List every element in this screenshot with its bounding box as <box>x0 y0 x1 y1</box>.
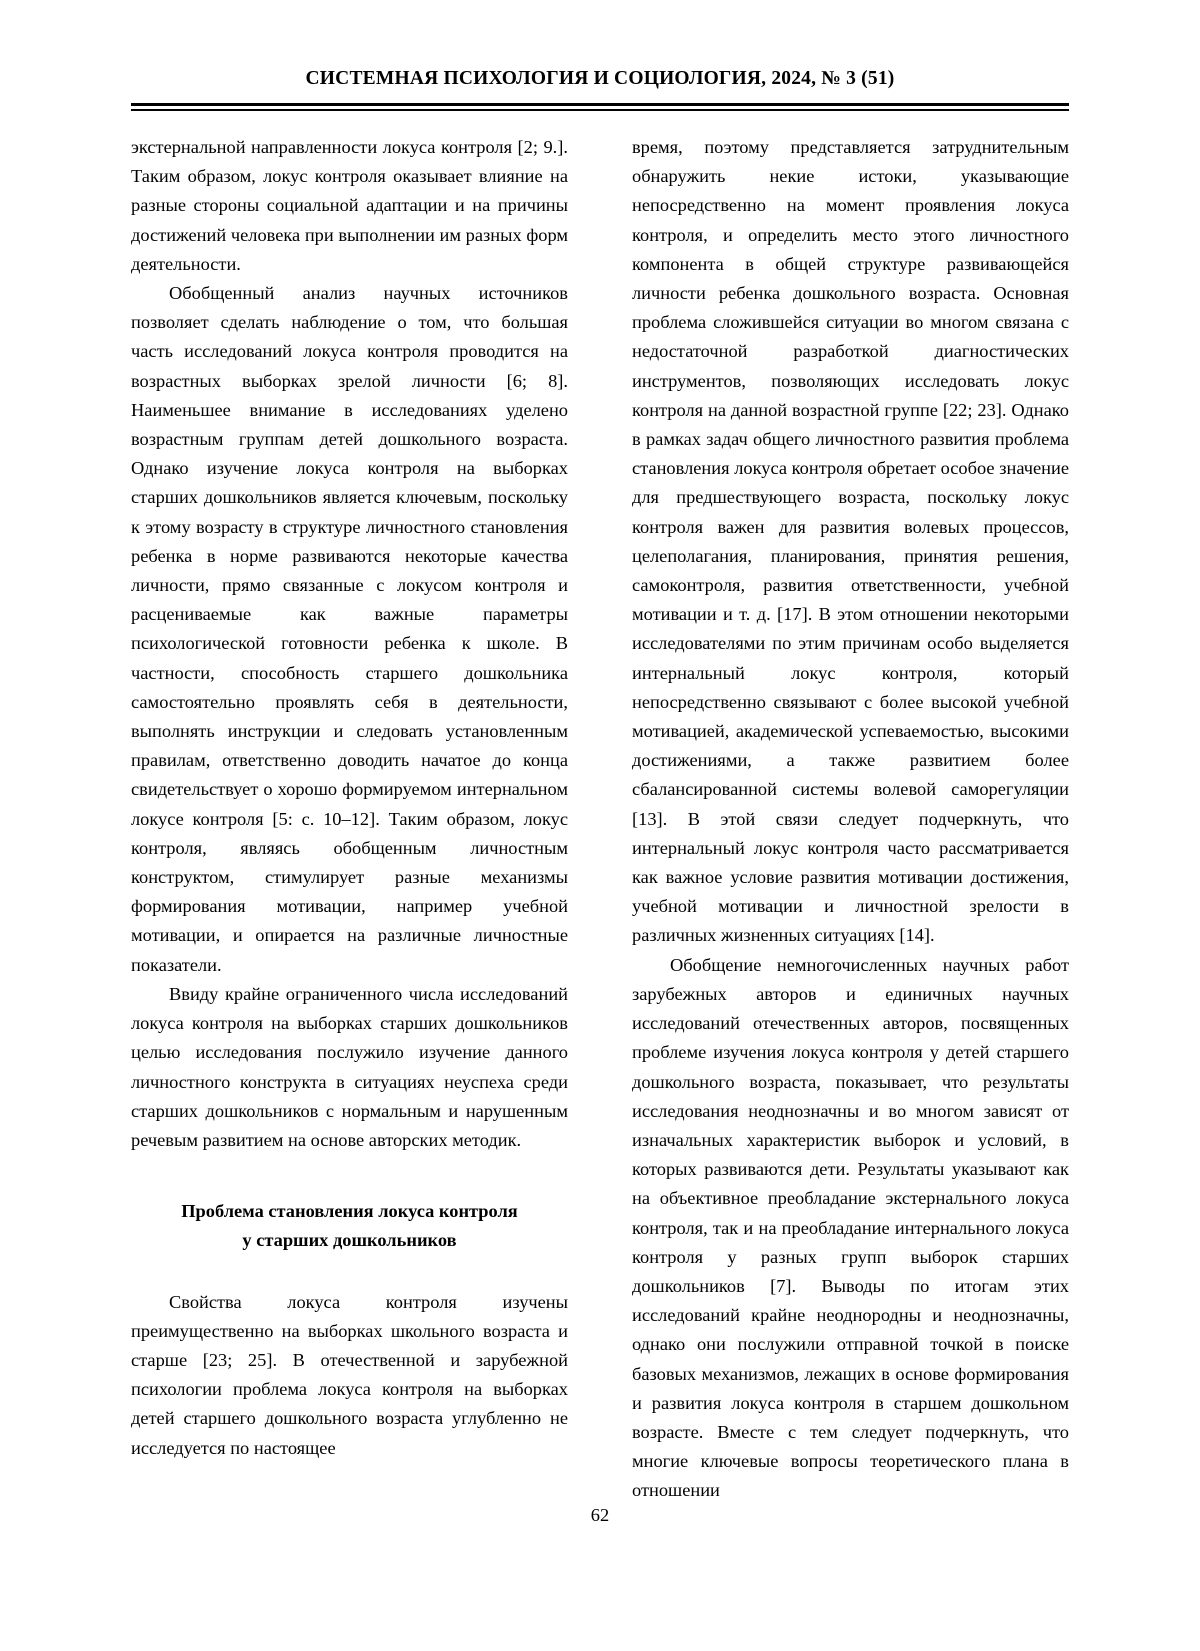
paragraph: Ввиду крайне ограниченного числа исследований локуса контроля на выборках старших дошкольников целью исследования послужило изучение данного личностного конструкта в ситуациях неуспеха среди старших дошкольников с нормальным и нарушенным речевым развитием на основе авторских методик. <box>131 983 568 1150</box>
paragraph: время, поэтому представляется затруднительным обнаружить некие истоки, указывающие непосредственно на момент проявления локуса контроля, и определить место этого личностного компонента в общей структуре развивающейся личности ребенка дошкольного возраста. Основная проблема сложившейся ситуации во многом связана с недостаточной разработкой диагностических инструментов, позволяющих исследовать локус контроля на данной возрастной группе [22; 23]. Однако в рамках задач общего личностного развития проблема становления локуса контроля обретает особое значение для предшествующего возраста, поскольку локус контроля важен для развития волевых процессов, целеполагания, планирования, принятия решения, самоконтроля, развития ответственности, учебной мотивации и т. д. [17]. В этом отношении некоторыми исследователями по этим причинам особо выделяется интернальный локус контроля, который непосредственно связывают с более высокой учебной мотивацией, академической успеваемостью, высокими достижениями, а также развитием более сбалансированной системы волевой саморегуляции [13]. В этой связи следует подчеркнуть, что интернальный локус контроля часто рассматривается как важное условие развития мотивации достижения, учебной мотивации и личностной зрелости в различных жизненных ситуациях [14]. <box>632 137 1069 946</box>
heading-spacer-top <box>131 1155 568 1197</box>
running-head: СИСТЕМНАЯ ПСИХОЛОГИЯ И СОЦИОЛОГИЯ, 2024, № 3 (51) <box>305 68 895 89</box>
heading-spacer-bottom <box>131 1256 568 1288</box>
paragraph: Обобщение немногочисленных научных работ зарубежных авторов и единичных научных исследований отечественных авторов, посвященных проблеме изучения локуса контроля у детей старшего дошкольного возраста, показывает, что результаты исследования неоднозначны и во многом зависят от изначальных характеристик выборок и условий, в которых развиваются дети. Результаты указывают как на объективное преобладание экстернального локуса контроля, так и на преобладание интернального локуса контроля у разных групп выборок старших дошкольников [7]. Выводы по итогам этих исследований крайне неоднородны и неоднозначны, однако они послужили отправной точкой в поиске базовых механизмов, лежащих в основе формирования и развития локуса контроля в старшем дошкольном возрасте. Вместе с тем следует подчеркнуть, что многие ключевые вопросы теоретического плана в отношении <box>632 954 1069 1501</box>
left-column <box>131 133 568 1506</box>
section-heading-line-2: у старших дошкольников <box>242 1230 457 1251</box>
paragraph: экстернальной направленности локуса контроля [2; 9.]. Таким образом, локус контроля оказывает влияние на разные стороны социальной адаптации и на причины достижений человека при выполнении им разных форм деятельности. <box>131 137 568 274</box>
section-heading-line-1: Проблема становления локуса контроля <box>181 1201 518 1222</box>
right-column <box>632 133 1069 1506</box>
page-number: 62 <box>590 1505 610 1525</box>
two-column-body <box>131 133 1069 1506</box>
header-rule-thin <box>131 109 1069 111</box>
paragraph: Обобщенный анализ научных источников позволяет сделать наблюдение о том, что большая часть исследований локуса контроля проводится на возрастных выборках зрелой личности [6; 8]. Наименьшее внимание в исследованиях уделено возрастным группам детей дошкольного возраста. Однако изучение локуса контроля на выборках старших дошкольников является ключевым, поскольку к этому возрасту в структуре личностного становления ребенка в норме развиваются некоторые качества личности, прямо связанные с локусом контроля и расцениваемые как важные параметры психологической готовности ребенка к школе. В частности, способность старшего дошкольника самостоятельно проявлять себя в деятельности, выполнять инструкции и следовать установленным правилам, ответственно доводить начатое до конца свидетельствует о хорошо формируемом интернальном локусе контроля [5: с. 10–12]. Таким образом, локус контроля, являясь обобщенным личностным конструктом, стимулирует разные механизмы формирования мотивации, например учебной мотивации, и опирается на различные личностные показатели. <box>131 283 568 975</box>
header-rule <box>131 103 1069 111</box>
paragraph: Свойства локуса контроля изучены преимущественно на выборках школьного возраста и старше [23; 25]. В отечественной и зарубежной психологии проблема локуса контроля на выборках детей старшего дошкольного возраста углубленно не исследуется по настоящее <box>131 1291 568 1458</box>
